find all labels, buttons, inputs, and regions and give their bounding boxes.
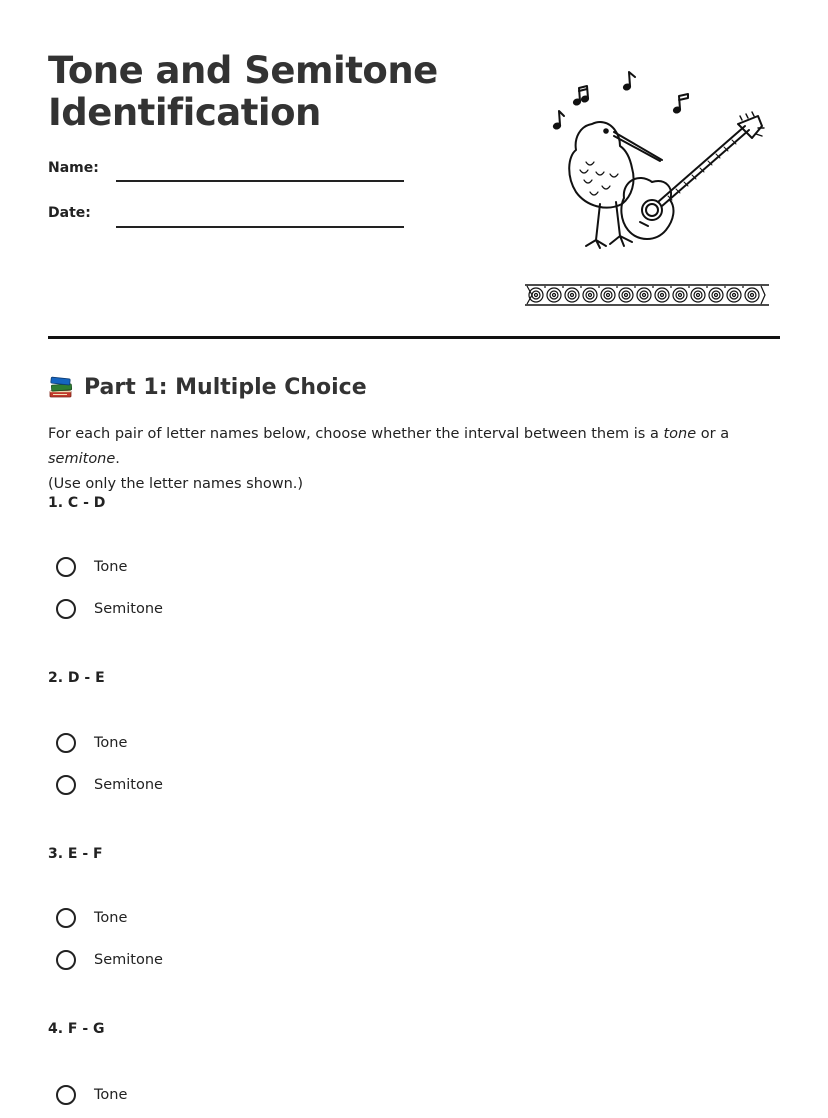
radio-button[interactable] xyxy=(56,908,76,928)
decorative-border xyxy=(524,284,770,306)
radio-button[interactable] xyxy=(56,733,76,753)
instructions-part-a: For each pair of letter names below, choose whether the interval between them is a xyxy=(48,426,664,442)
instructions-line-2: (Use only the letter names shown.) xyxy=(48,476,304,492)
books-icon xyxy=(48,374,74,400)
instructions-part-b: or a xyxy=(696,426,730,442)
question-2-option-tone[interactable] xyxy=(56,733,127,753)
name-label: Name: xyxy=(48,160,99,176)
question-4-option-tone[interactable] xyxy=(56,1085,127,1105)
instructions-semitone: semitone xyxy=(48,451,116,467)
beamed-notes-icon xyxy=(573,86,589,105)
koru-pattern-icon xyxy=(527,286,765,304)
kiwi-guitar-illustration xyxy=(540,64,772,256)
page-title xyxy=(48,50,438,134)
music-note-icon xyxy=(673,94,688,113)
question-4-label: 4. F - G xyxy=(48,1021,105,1037)
part1-heading-text: Part 1: Multiple Choice xyxy=(84,374,367,400)
question-3-label: 3. E - F xyxy=(48,846,103,862)
question-3-option-semitone[interactable] xyxy=(56,950,163,970)
radio-button[interactable] xyxy=(56,950,76,970)
option-label: Tone xyxy=(94,1087,128,1103)
option-label: Tone xyxy=(94,910,128,926)
instructions xyxy=(48,422,788,497)
name-field[interactable] xyxy=(116,180,404,182)
question-1-option-semitone[interactable] xyxy=(56,599,163,619)
question-2-label: 2. D - E xyxy=(48,670,105,686)
question-3-option-tone[interactable] xyxy=(56,908,127,928)
radio-button[interactable] xyxy=(56,599,76,619)
question-1-label: 1. C - D xyxy=(48,495,106,511)
radio-button[interactable] xyxy=(56,1085,76,1105)
question-1-option-tone[interactable] xyxy=(56,557,127,577)
instructions-tone: tone xyxy=(663,426,697,442)
date-field[interactable] xyxy=(116,226,404,228)
option-label: Semitone xyxy=(94,952,163,968)
title-line-2: Identification xyxy=(48,91,321,134)
music-note-icon xyxy=(553,111,564,129)
guitar-icon xyxy=(621,112,764,239)
section-divider xyxy=(48,336,780,339)
question-2-option-semitone[interactable] xyxy=(56,775,163,795)
radio-button[interactable] xyxy=(56,775,76,795)
option-label: Tone xyxy=(94,735,128,751)
kiwi-bird-icon xyxy=(569,122,662,248)
option-label: Tone xyxy=(94,559,128,575)
date-label: Date: xyxy=(48,205,91,221)
title-line-1: Tone and Semitone xyxy=(48,49,438,92)
part1-heading xyxy=(48,374,367,400)
radio-button[interactable] xyxy=(56,557,76,577)
option-label: Semitone xyxy=(94,601,163,617)
instructions-part-c: . xyxy=(115,451,120,467)
music-note-icon xyxy=(623,72,635,90)
option-label: Semitone xyxy=(94,777,163,793)
